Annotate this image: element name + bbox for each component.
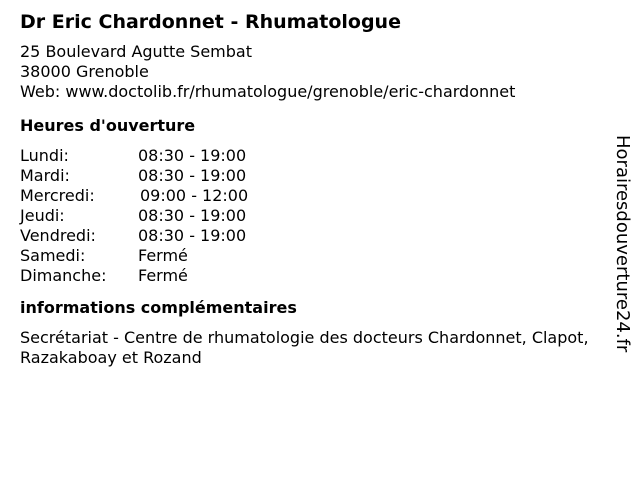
address-line-2: 38000 Grenoble xyxy=(20,62,149,81)
day-label: Vendredi: xyxy=(20,226,96,245)
day-label: Mercredi: xyxy=(20,186,95,205)
address-line-1: 25 Boulevard Agutte Sembat xyxy=(20,42,252,61)
business-name: Dr Eric Chardonnet - Rhumatologue xyxy=(20,11,401,33)
day-label: Lundi: xyxy=(20,146,69,165)
time-value: Fermé xyxy=(138,246,188,265)
info-text: Secrétariat - Centre de rhumatologie des docteurs Chardonnet, Clapot, Razakaboay et Rozand xyxy=(20,328,589,367)
business-card xyxy=(20,10,600,368)
hours-row-saturday xyxy=(20,246,600,266)
hours-row-monday xyxy=(20,146,600,166)
hours-row-sunday xyxy=(20,266,600,286)
info-heading: informations complémentaires xyxy=(20,298,297,317)
time-value: 08:30 - 19:00 xyxy=(138,226,247,245)
hours-row-friday xyxy=(20,226,600,246)
time-value: 09:00 - 12:00 xyxy=(140,186,249,205)
website-line: Web: www.doctolib.fr/rhumatologue/grenoble/eric-chardonnet xyxy=(20,82,516,101)
hours-row-wednesday xyxy=(20,186,600,206)
time-value: 08:30 - 19:00 xyxy=(138,166,247,185)
hours-row-thursday xyxy=(20,206,600,226)
time-value: 08:30 - 19:00 xyxy=(138,206,247,225)
hours-heading: Heures d'ouverture xyxy=(20,116,196,135)
day-label: Samedi: xyxy=(20,246,86,265)
time-value: 08:30 - 19:00 xyxy=(138,146,247,165)
time-value: Fermé xyxy=(138,266,188,285)
day-label: Dimanche: xyxy=(20,266,107,285)
site-watermark: Horairesdouverture24.fr xyxy=(612,135,633,353)
day-label: Mardi: xyxy=(20,166,70,185)
day-label: Jeudi: xyxy=(20,206,65,225)
hours-row-tuesday xyxy=(20,166,600,186)
hours-table xyxy=(20,146,600,286)
